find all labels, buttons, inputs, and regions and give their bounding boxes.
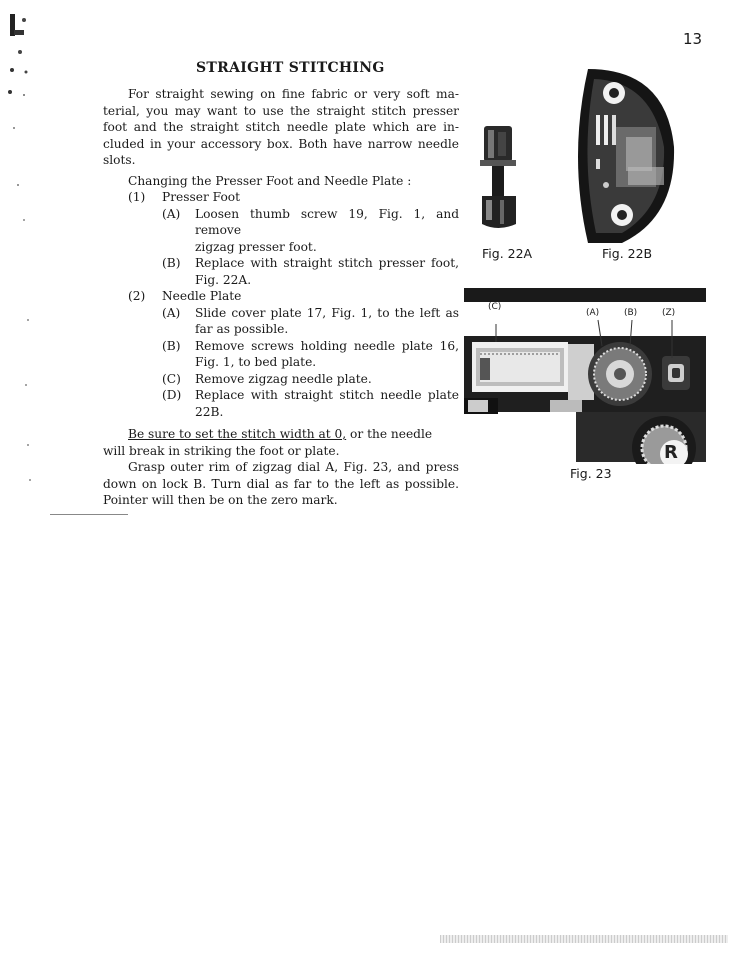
fig-23-r-symbol: R xyxy=(664,442,678,463)
fig-23-label-c: (C) xyxy=(488,302,502,312)
scan-edge-marks xyxy=(0,0,40,500)
intro-line: foot and the straight stitch needle plate which are in- xyxy=(103,120,459,134)
substep-text: Replace with straight stitch needle plate xyxy=(195,388,459,402)
substep xyxy=(103,206,459,239)
fig-22a-presser-foot-photo xyxy=(478,124,522,238)
intro-line: cluded in your accessory box. Both have narrow needle xyxy=(103,136,459,151)
fig-22a-caption: Fig. 22A xyxy=(482,246,533,261)
fig-23-label-z: (Z) xyxy=(662,308,676,318)
warning-rest: or the needle xyxy=(346,427,433,441)
fig-23-label-a: (A) xyxy=(586,308,600,318)
substep-letter: (B) xyxy=(162,338,181,353)
substep-letter: (B) xyxy=(162,256,181,270)
page-number: 13 xyxy=(683,30,703,48)
intro-line: terial, you may want to use the straight stitch presser xyxy=(103,103,459,118)
substep-letter: (D) xyxy=(162,388,182,402)
changing-line: Changing the Presser Foot and Needle Plate : xyxy=(128,173,412,188)
grasp-line: Pointer will then be on the zero mark. xyxy=(103,493,338,507)
step-number: (1) xyxy=(128,190,146,204)
substep-letter: (C) xyxy=(162,371,181,386)
step-title: Presser Foot xyxy=(162,190,241,204)
substep-letter: (A) xyxy=(162,305,181,320)
substep-text: Replace with straight stitch presser foot, xyxy=(195,256,459,270)
grasp-line: Grasp outer rim of zigzag dial A, Fig. 23, and press xyxy=(128,460,459,474)
intro-line: For straight sewing on fine fabric or very soft ma- xyxy=(128,87,459,101)
substep-text: zigzag presser foot. xyxy=(195,239,317,254)
substep-text: far as possible. xyxy=(195,322,289,336)
instruction-text xyxy=(103,86,459,509)
substep-text: Fig. 22A. xyxy=(195,272,252,287)
substep xyxy=(103,371,459,388)
step-2 xyxy=(103,288,459,305)
substep-text: Loosen thumb screw 19, Fig. 1, and remove xyxy=(195,206,459,237)
substep-text: 22B. xyxy=(195,404,224,419)
substep-text: Remove zigzag needle plate. xyxy=(195,371,372,386)
warning-underlined: Be sure to set the stitch width at 0, xyxy=(128,427,347,441)
substep xyxy=(103,305,459,322)
substep-text: Slide cover plate 17, Fig. 1, to the left as xyxy=(195,305,459,320)
step-1 xyxy=(103,189,459,206)
substep xyxy=(103,387,459,404)
section-heading: STRAIGHT STITCHING xyxy=(196,60,385,76)
substep-letter: (A) xyxy=(162,206,181,221)
warning-line xyxy=(103,426,459,443)
fig-22b-needle-plate-photo xyxy=(566,67,678,249)
substep-text: Fig. 1, to bed plate. xyxy=(195,355,317,369)
grasp-line: down on lock B. Turn dial as far to the left as possible. xyxy=(103,476,459,491)
scan-bottom-bar xyxy=(440,935,728,943)
warning-line: will break in striking the foot or plate. xyxy=(103,443,340,458)
step-number: (2) xyxy=(128,289,146,303)
scan-mark-line xyxy=(50,514,128,515)
intro-line: slots. xyxy=(103,153,136,167)
substep xyxy=(103,338,459,355)
substep-text: Remove screws holding needle plate 16, xyxy=(195,338,459,353)
fig-23-caption: Fig. 23 xyxy=(570,466,612,481)
substep xyxy=(103,255,459,272)
fig-23-label-b: (B) xyxy=(624,308,638,318)
step-title: Needle Plate xyxy=(162,289,242,303)
fig-22b-caption: Fig. 22B xyxy=(602,246,653,261)
